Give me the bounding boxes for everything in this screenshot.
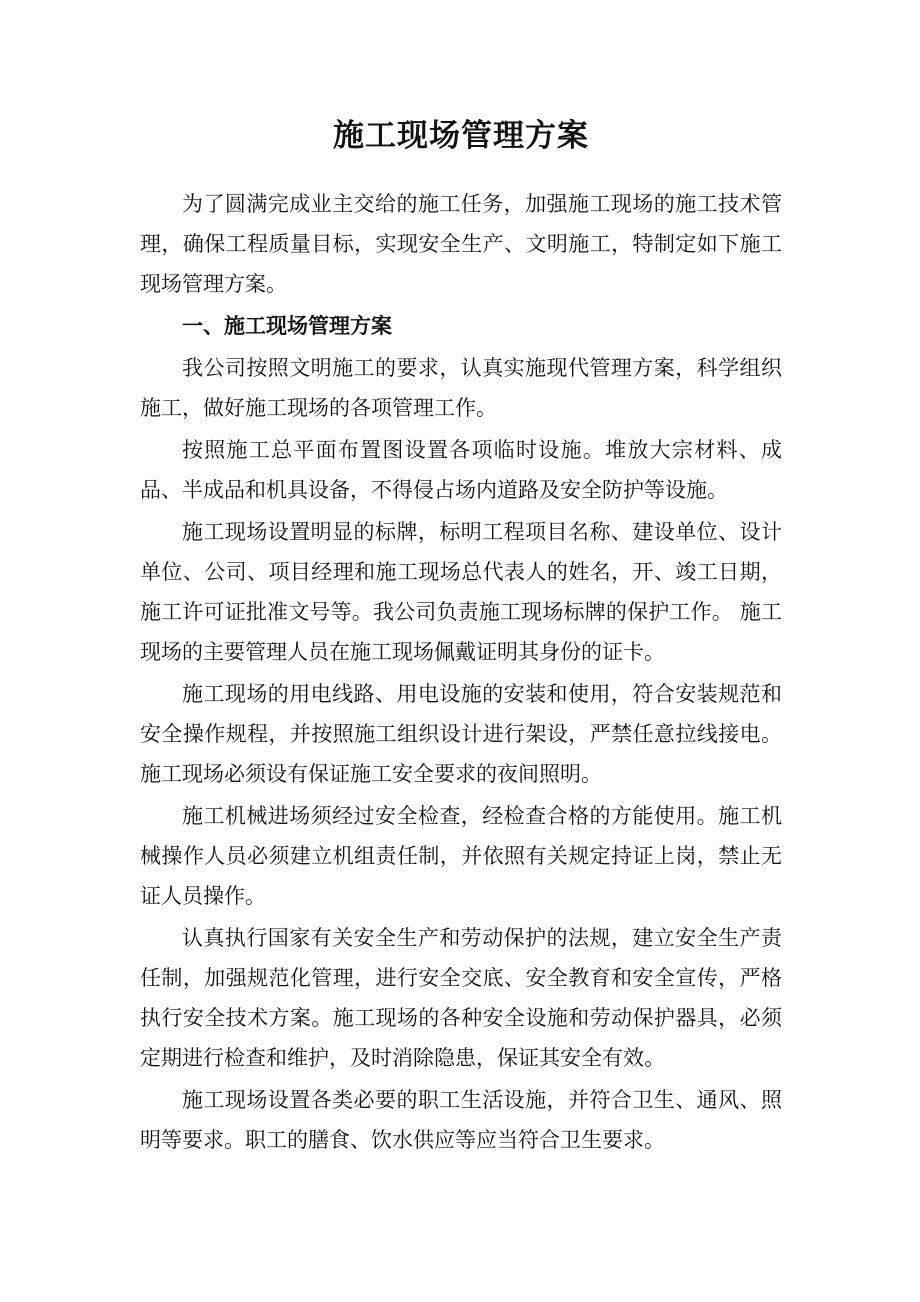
- paragraph-3: 施工现场设置明显的标牌，标明工程项目名称、建设单位、设计单位、公司、项目经理和施工现场总代表人的姓名，开、竣工日期，施工许可证批准文号等。我公司负责施工现场标牌的保护工作。 施工现场的主要管理人员在施工现场佩戴证明其身份的证卡。: [140, 520, 782, 664]
- paragraph-2: 按照施工总平面布置图设置各项临时设施。堆放大宗材料、成品、半成品和机具设备，不得侵占场内道路及安全防护等设施。: [140, 438, 782, 502]
- paragraph-1: 我公司按照文明施工的要求，认真实施现代管理方案，科学组织施工，做好施工现场的各项管理工作。: [140, 356, 782, 420]
- section-heading: 一、施工现场管理方案: [182, 313, 392, 338]
- paragraph-4: 施工现场的用电线路、用电设施的安装和使用，符合安装规范和安全操作规程，并按照施工组织设计进行架设，严禁任意拉线接电。施工现场必须设有保证施工安全要求的夜间照明。: [140, 682, 782, 786]
- paragraph-6: 认真执行国家有关安全生产和劳动保护的法规，建立安全生产责任制，加强规范化管理，进行安全交底、安全教育和安全宣传，严格执行安全技术方案。施工现场的各种安全设施和劳动保护器具，必须定期进行检查和维护，及时消除隐患，保证其安全有效。: [140, 926, 782, 1070]
- intro-paragraph: 为了圆满完成业主交给的施工任务，加强施工现场的施工技术管理，确保工程质量目标，实现安全生产、文明施工，特制定如下施工现场管理方案。: [140, 192, 782, 296]
- paragraph-5: 施工机械进场须经过安全检查，经检查合格的方能使用。施工机械操作人员必须建立机组责任制，并依照有关规定持证上岗，禁止无证人员操作。: [140, 804, 782, 908]
- document-title: 施工现场管理方案: [333, 118, 589, 154]
- paragraph-7: 施工现场设置各类必要的职工生活设施，并符合卫生、通风、照明等要求。职工的膳食、饮水供应等应当符合卫生要求。: [140, 1088, 782, 1152]
